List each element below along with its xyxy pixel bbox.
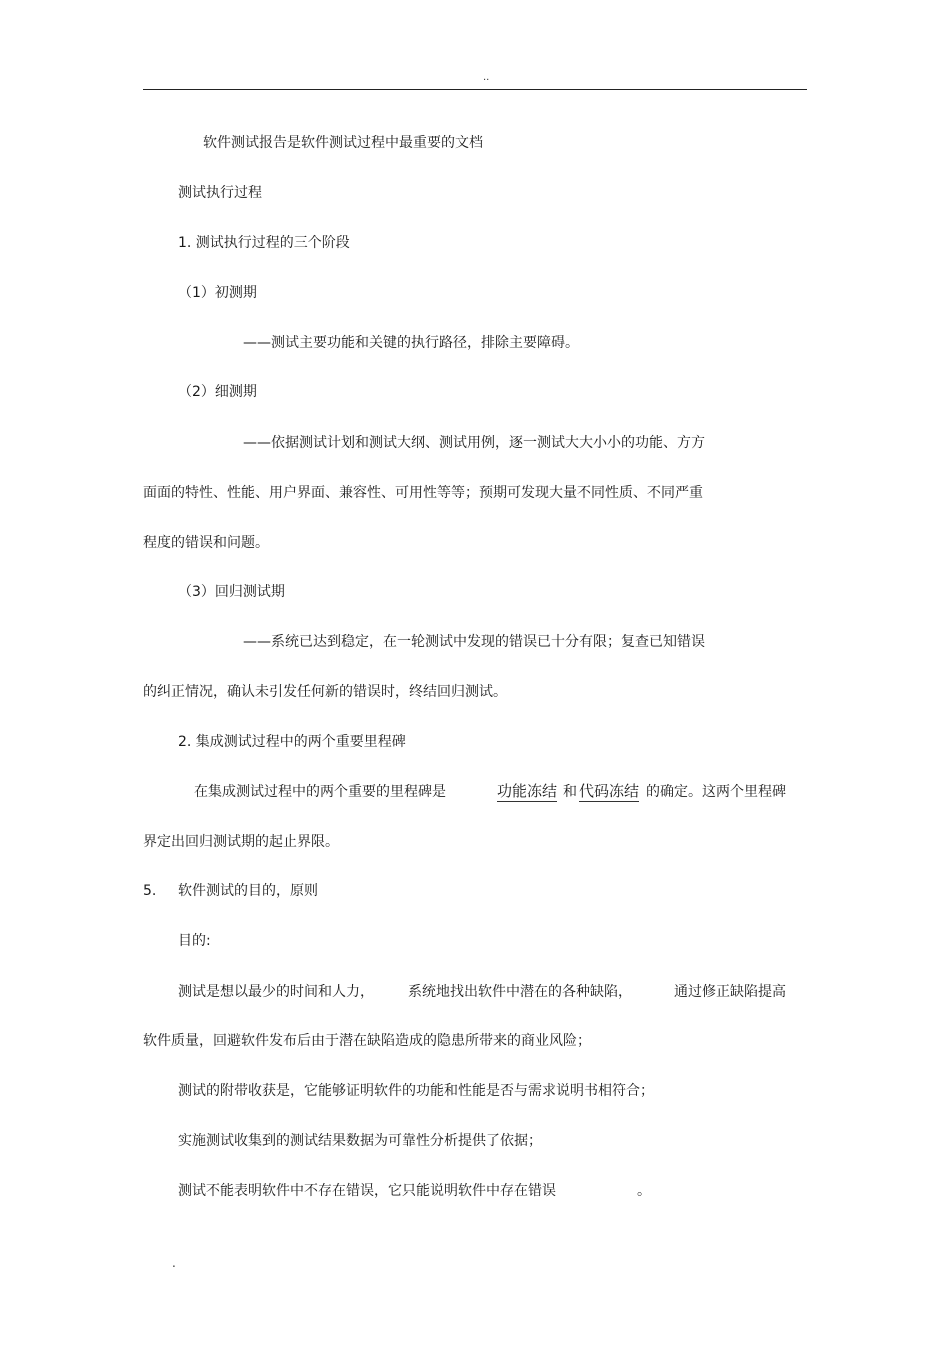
subheading-1: 1. 测试执行过程的三个阶段 (178, 235, 350, 251)
footer-dot: . (172, 1256, 176, 1270)
doc-line-1: 软件测试报告是软件测试过程中最重要的文档 (203, 135, 483, 151)
phase-2-desc-2: 面面的特性、性能、用户界面、兼容性、可用性等等；预期可发现大量不同性质、不同严重 (143, 485, 703, 501)
purpose-text-5b: 。 (637, 1183, 651, 1199)
purpose-text-3: 测试的附带收获是，它能够证明软件的功能和性能是否与需求说明书相符合； (178, 1083, 654, 1099)
phase-1-title: （1）初测期 (178, 285, 257, 301)
phase-3-desc-2: 的纠正情况，确认未引发任何新的错误时，终结回归测试。 (143, 684, 507, 700)
purpose-text-1a: 测试是想以最少的时间和人力， (178, 984, 374, 1000)
milestone-and: 和 (563, 784, 577, 800)
item-5-title: 软件测试的目的，原则 (178, 883, 318, 899)
phase-2-desc-3: 程度的错误和问题。 (143, 535, 269, 551)
section-heading: 测试执行过程 (178, 185, 262, 201)
purpose-text-2: 软件质量，回避软件发布后由于潜在缺陷造成的隐患所带来的商业风险； (143, 1033, 591, 1049)
milestone-text-2: 的确定。这两个里程碑 (646, 784, 786, 800)
purpose-text-5a: 测试不能表明软件中不存在错误，它只能说明软件中存在错误 (178, 1183, 556, 1199)
purpose-text-1b: 系统地找出软件中潜在的各种缺陷， (408, 984, 632, 1000)
phase-2-title: （2）细测期 (178, 384, 257, 400)
header-rule (143, 89, 807, 90)
milestone-code-freeze: 代码冻结 (579, 782, 640, 800)
phase-3-title: （3）回归测试期 (178, 584, 285, 600)
phase-2-desc-1: ——依据测试计划和测试大纲、测试用例，逐一测试大大小小的功能、方方 (243, 435, 705, 451)
phase-1-desc: ——测试主要功能和关键的执行路径，排除主要障碍。 (243, 335, 579, 351)
milestone-text-1: 在集成测试过程中的两个重要的里程碑是 (194, 784, 446, 800)
purpose-text-1c: 通过修正缺陷提高 (674, 984, 786, 1000)
header-dots: .. (483, 72, 490, 83)
subheading-2: 2. 集成测试过程中的两个重要里程碑 (178, 734, 406, 750)
milestone-feature-freeze: 功能冻结 (497, 782, 558, 800)
purpose-text-4: 实施测试收集到的测试结果数据为可靠性分析提供了依据； (178, 1133, 542, 1149)
item-5-number: 5. (143, 883, 157, 899)
phase-3-desc-1: ——系统已达到稳定，在一轮测试中发现的错误已十分有限；复查已知错误 (243, 634, 705, 650)
milestone-text-3: 界定出回归测试期的起止界限。 (143, 834, 339, 850)
purpose-label: 目的: (178, 933, 211, 949)
